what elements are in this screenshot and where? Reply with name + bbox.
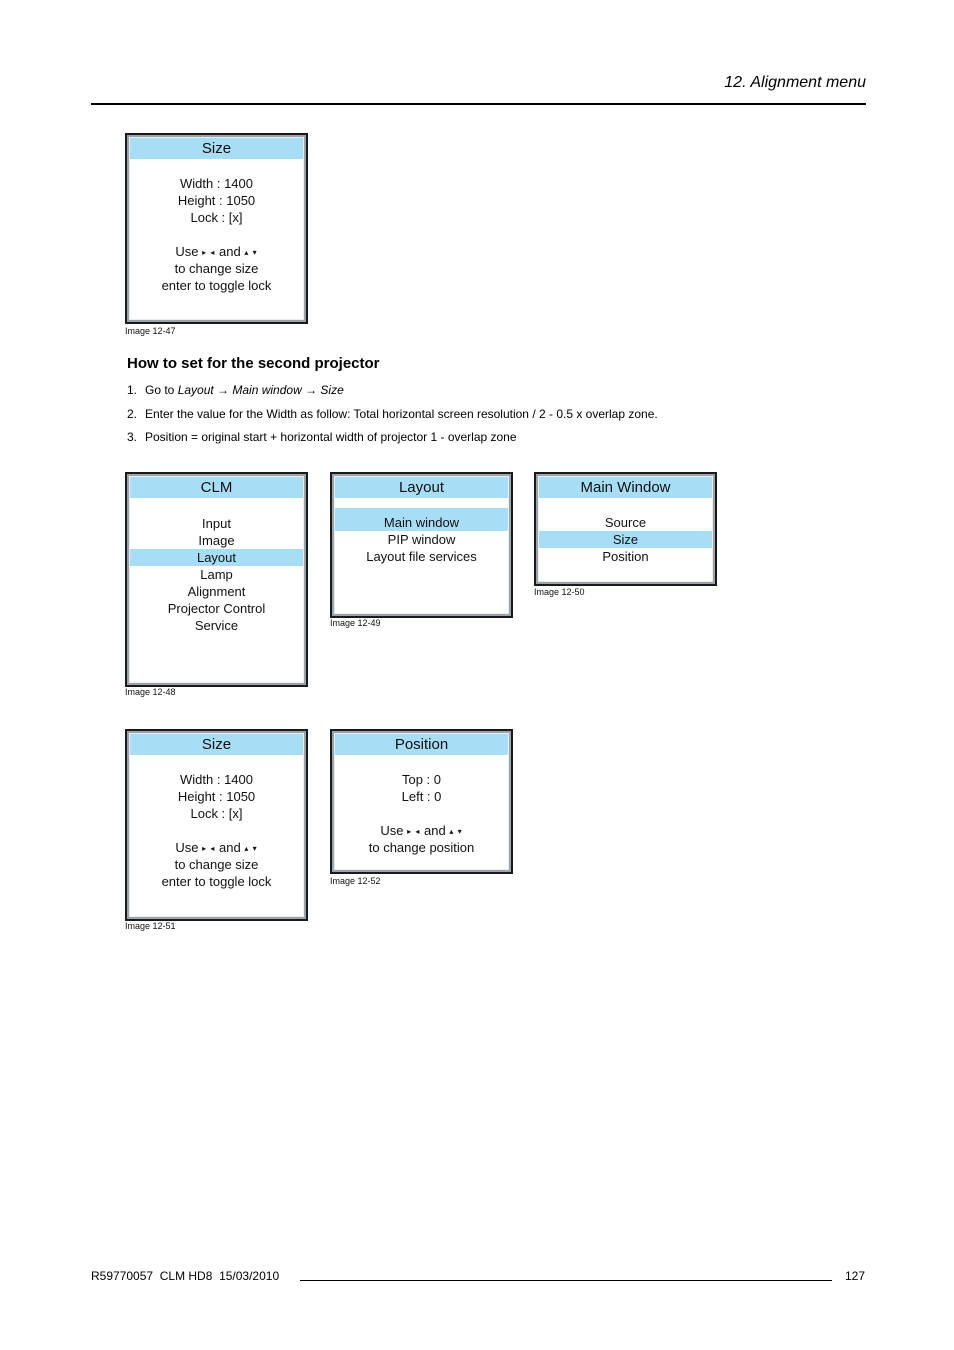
image-caption: Image 12-47 [125, 326, 176, 336]
image-caption: Image 12-48 [125, 687, 176, 697]
position-menu-screenshot [330, 729, 513, 874]
hint-use-word: Use [175, 840, 199, 855]
step-number: 2. [127, 407, 138, 421]
main-window-item-position: Position [602, 549, 649, 564]
chapter-title: 12. Alignment menu [724, 74, 866, 91]
step-number: 3. [127, 430, 138, 444]
step-2 [127, 407, 658, 421]
layout-item-main-window-selected: Main window [335, 514, 508, 531]
footer-divider [300, 1280, 832, 1281]
size-hint-lock: enter to toggle lock [161, 874, 272, 889]
clm-item-alignment: Alignment [187, 584, 246, 599]
size-hint-use [130, 839, 303, 856]
size-width-value: Width : 1400 [180, 772, 253, 787]
size-lock-value: Lock : [x] [190, 210, 243, 225]
size-menu-screenshot-2 [125, 729, 308, 921]
size-hint-lock: enter to toggle lock [161, 278, 272, 293]
image-caption: Image 12-52 [330, 876, 381, 886]
clm-item-service: Service [194, 618, 239, 633]
page-number: 127 [844, 1269, 865, 1283]
left-right-arrows-icon: ▸ ◂ [202, 844, 216, 853]
main-window-menu-title: Main Window [539, 477, 712, 498]
left-right-arrows-icon: ▸ ◂ [407, 827, 421, 836]
position-menu-title: Position [335, 734, 508, 755]
image-caption: Image 12-50 [534, 587, 585, 597]
position-hint-use [335, 822, 508, 839]
hint-use-word: Use [175, 244, 199, 259]
size-lock-value: Lock : [x] [190, 806, 243, 821]
layout-menu-title: Layout [335, 477, 508, 498]
position-left-value: Left : 0 [401, 789, 442, 804]
step-text: Enter the value for the Width as follow: Total horizontal screen resolution / 2 - 0.5 x overlap zone. [145, 407, 658, 421]
step-text: Position = original start + horizontal width of projector 1 - overlap zone [145, 430, 517, 444]
layout-item-file-services: Layout file services [366, 549, 477, 564]
header-divider [91, 103, 866, 105]
hint-use-word: Use [380, 823, 404, 838]
up-down-arrows-icon: ▴ ▾ [244, 248, 258, 257]
size-hint-change: to change size [174, 857, 259, 872]
size-menu-title: Size [130, 138, 303, 159]
clm-menu-title: CLM [130, 477, 303, 498]
clm-item-image: Image [198, 533, 235, 548]
clm-item-lamp: Lamp [200, 567, 233, 582]
position-top-value: Top : 0 [401, 772, 442, 787]
up-down-arrows-icon: ▴ ▾ [449, 827, 463, 836]
menu-path: Layout → Main window → Size [177, 383, 344, 397]
size-hint-use [130, 243, 303, 260]
main-window-item-source: Source [604, 515, 647, 530]
hint-and-word: and [219, 244, 241, 259]
clm-item-layout-selected: Layout [130, 549, 303, 566]
left-right-arrows-icon: ▸ ◂ [202, 248, 216, 257]
footer-doc-info: R59770057 CLM HD8 15/03/2010 [91, 1269, 280, 1283]
clm-item-input: Input [202, 516, 231, 531]
size-height-value: Height : 1050 [177, 789, 256, 804]
step-1 [127, 383, 344, 397]
step-3 [127, 430, 517, 444]
section-heading: How to set for the second projector [127, 355, 380, 372]
step-text: Go to [145, 383, 178, 397]
hint-and-word: and [424, 823, 446, 838]
size-width-value: Width : 1400 [180, 176, 253, 191]
size-height-value: Height : 1050 [177, 193, 256, 208]
position-hint-change: to change position [368, 840, 475, 855]
main-window-item-size-selected: Size [539, 531, 712, 548]
size-hint-change: to change size [174, 261, 259, 276]
image-caption: Image 12-51 [125, 921, 176, 931]
up-down-arrows-icon: ▴ ▾ [244, 844, 258, 853]
size-menu-title: Size [130, 734, 303, 755]
step-number: 1. [127, 383, 138, 397]
clm-menu-screenshot [125, 472, 308, 687]
hint-and-word: and [219, 840, 241, 855]
clm-item-projector-control: Projector Control [167, 601, 266, 616]
layout-item-pip-window: PIP window [387, 532, 456, 547]
image-caption: Image 12-49 [330, 618, 381, 628]
main-window-menu-screenshot [534, 472, 717, 586]
layout-menu-screenshot [330, 472, 513, 618]
size-menu-screenshot [125, 133, 308, 324]
